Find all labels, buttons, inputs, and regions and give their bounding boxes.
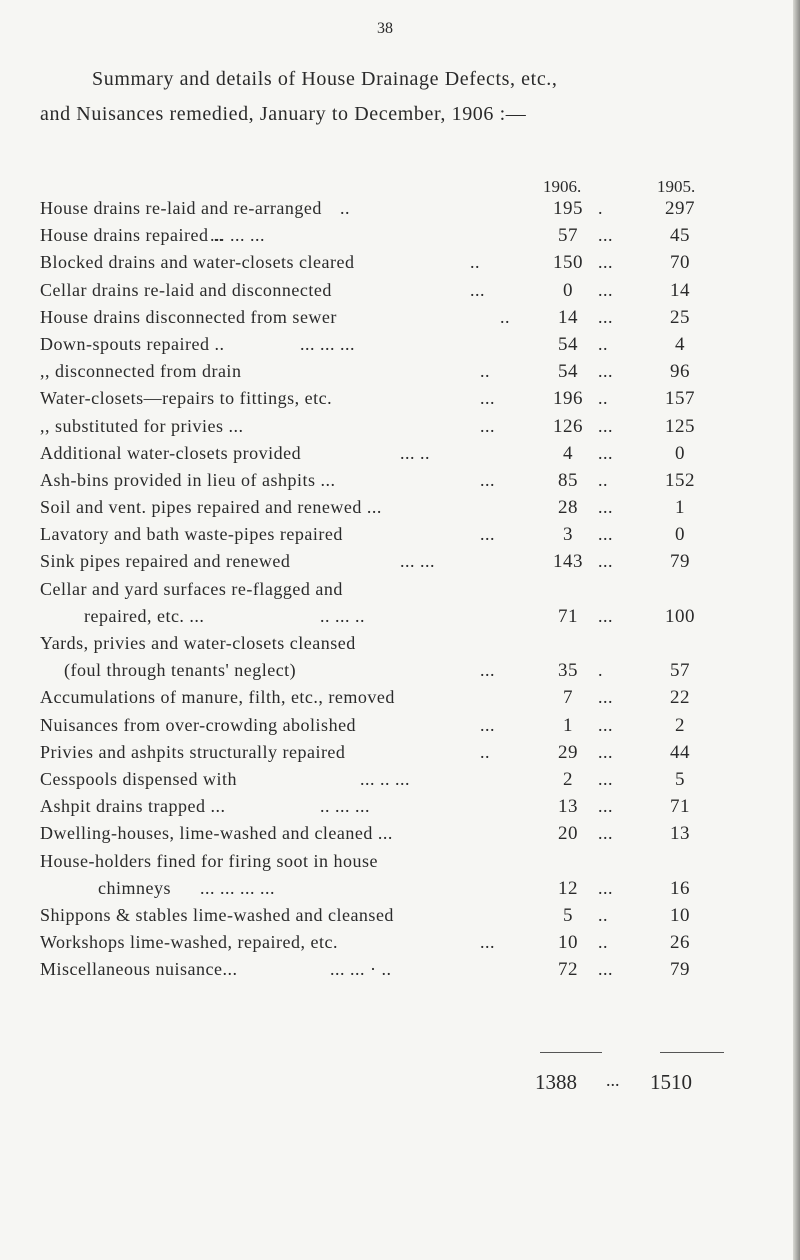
row-label: Cesspools dispensed with — [40, 768, 238, 789]
value-1905: 44 — [670, 741, 690, 763]
mid-leader-dots: ... — [598, 714, 613, 735]
row-leader-dots: .. — [480, 361, 490, 382]
table-row — [0, 687, 800, 714]
mid-leader-dots: ... — [598, 497, 613, 518]
row-leader-dots: ... — [480, 660, 495, 681]
table-row — [0, 225, 800, 252]
row-label: Shippons & stables lime-washed and cleansed — [40, 904, 394, 925]
mid-leader-dots: ... — [598, 442, 613, 463]
total-leader: ... — [606, 1070, 620, 1090]
table-row — [0, 198, 800, 225]
table-row — [0, 334, 800, 361]
row-label: Nuisances from over-crowding abolished — [40, 714, 357, 735]
row-label: Lavatory and bath waste-pipes repaired — [40, 524, 343, 545]
table-row — [0, 579, 800, 606]
table-row — [0, 660, 800, 687]
mid-leader-dots: .. — [598, 469, 608, 490]
total-rule-1905 — [660, 1052, 724, 1053]
row-leader-dots: .. — [470, 252, 480, 273]
row-label: Privies and ashpits structurally repaired — [40, 741, 346, 762]
row-label: Soil and vent. pipes repaired and renewed ... — [40, 497, 382, 518]
mid-leader-dots: ... — [598, 551, 613, 572]
table-row — [0, 742, 800, 769]
mid-leader-dots: ... — [598, 361, 613, 382]
value-1906: 3 — [563, 524, 573, 546]
value-1905: 0 — [675, 524, 685, 546]
table-row — [0, 796, 800, 823]
row-label: Sink pipes repaired and renewed — [40, 551, 291, 572]
value-1905: 79 — [670, 959, 690, 981]
table-subtitle: and Nuisances remedied, January to December, 1906 :— — [40, 103, 527, 125]
value-1906: 28 — [558, 497, 578, 519]
mid-leader-dots: .. — [598, 388, 608, 409]
row-leader-dots: ... — [480, 524, 495, 545]
value-1906: 196 — [553, 388, 583, 410]
row-leader-dots: ... ... — [400, 551, 435, 572]
row-leader-dots: ... .. ... — [360, 768, 410, 789]
row-leader-dots: ... ... ... — [210, 225, 265, 246]
row-label: Workshops lime-washed, repaired, etc. — [40, 932, 338, 953]
mid-leader-dots: ... — [598, 796, 613, 817]
value-1906: 72 — [558, 959, 578, 981]
value-1906: 0 — [563, 279, 573, 301]
row-label: Yards, privies and water-closets cleansed — [40, 633, 356, 653]
mid-leader-dots: ... — [598, 687, 613, 708]
value-1905: 4 — [675, 333, 685, 355]
row-leader-dots: ... — [470, 279, 485, 300]
total-1906: 1388 — [535, 1070, 577, 1094]
value-1906: 54 — [558, 333, 578, 355]
mid-leader-dots: ... — [598, 877, 613, 898]
value-1906: 14 — [558, 306, 578, 328]
value-1905: 10 — [670, 904, 690, 926]
mid-leader-dots: ... — [598, 524, 613, 545]
value-1906: 4 — [563, 442, 573, 464]
row-label: Accumulations of manure, filth, etc., removed — [40, 687, 395, 708]
value-1905: 297 — [665, 198, 695, 219]
row-label: House drains re-laid and re-arranged — [40, 198, 322, 218]
table-row — [0, 443, 800, 470]
mid-leader-dots: .. — [598, 904, 608, 925]
row-label: Miscellaneous nuisance... — [40, 959, 238, 980]
mid-leader-dots: ... — [598, 605, 613, 626]
mid-leader-dots: ... — [598, 279, 613, 300]
row-label: House-holders fined for firing soot in house — [40, 850, 378, 871]
mid-leader-dots: ... — [598, 225, 613, 246]
row-label: (foul through tenants' neglect) — [64, 660, 297, 681]
table-row — [0, 416, 800, 443]
value-1906: 195 — [553, 198, 583, 219]
value-1906: 10 — [558, 932, 578, 954]
mid-leader-dots: ... — [598, 959, 613, 980]
row-label: Down-spouts repaired .. — [40, 333, 225, 354]
value-1905: 0 — [675, 442, 685, 464]
value-1906: 13 — [558, 796, 578, 818]
value-1906: 54 — [558, 361, 578, 383]
total-1905: 1510 — [650, 1070, 692, 1094]
row-label: Water-closets—repairs to fittings, etc. — [40, 388, 333, 409]
value-1905: 57 — [670, 660, 690, 682]
table-row — [0, 959, 800, 986]
mid-leader-dots: . — [598, 198, 603, 218]
row-leader-dots: .. ... ... — [320, 796, 370, 817]
row-label: chimneys — [98, 877, 171, 898]
value-1906: 5 — [563, 904, 573, 926]
table-row — [0, 606, 800, 633]
table-row — [0, 878, 800, 905]
defects-table — [0, 198, 800, 986]
mid-leader-dots: ... — [598, 306, 613, 327]
value-1905: 22 — [670, 687, 690, 709]
row-label: Additional water-closets provided — [40, 442, 302, 463]
value-1906: 57 — [558, 225, 578, 247]
mid-leader-dots: ... — [598, 823, 613, 844]
value-1906: 20 — [558, 823, 578, 845]
value-1906: 35 — [558, 660, 578, 682]
value-1905: 100 — [665, 605, 695, 627]
value-1905: 25 — [670, 306, 690, 328]
mid-leader-dots: . — [598, 660, 603, 681]
row-label: Ash-bins provided in lieu of ashpits ... — [40, 469, 336, 490]
row-leader-dots: ... — [480, 388, 495, 409]
value-1905: 96 — [670, 361, 690, 383]
table-row — [0, 769, 800, 796]
row-label: Blocked drains and water-closets cleared — [40, 252, 355, 273]
page-number: 38 — [377, 20, 393, 37]
row-label: Ashpit drains trapped ... — [40, 796, 226, 817]
row-leader-dots: ... .. — [400, 442, 430, 463]
value-1905: 13 — [670, 823, 690, 845]
row-leader-dots: ... — [480, 714, 495, 735]
value-1906: 7 — [563, 687, 573, 709]
row-label: Dwelling-houses, lime-washed and cleaned ... — [40, 823, 393, 844]
row-label: House drains disconnected from sewer — [40, 306, 337, 327]
value-1905: 125 — [665, 415, 695, 437]
row-leader-dots: .. ... .. — [320, 605, 365, 626]
value-1905: 26 — [670, 932, 690, 954]
row-leader-dots: ... ... ... ... — [200, 877, 275, 898]
total-rule-1906 — [540, 1052, 602, 1053]
value-1905: 157 — [665, 388, 695, 410]
value-1905: 1 — [675, 497, 685, 519]
table-row — [0, 307, 800, 334]
value-1906: 150 — [553, 252, 583, 274]
row-leader-dots: ... ... ... — [300, 333, 355, 354]
table-row — [0, 932, 800, 959]
mid-leader-dots: ... — [598, 768, 613, 789]
table-row — [0, 280, 800, 307]
table-row — [0, 551, 800, 578]
value-1906: 143 — [553, 551, 583, 573]
mid-leader-dots: .. — [598, 932, 608, 953]
row-leader-dots: .. — [340, 198, 350, 218]
table-row — [0, 497, 800, 524]
row-leader-dots: .. — [480, 741, 490, 762]
value-1906: 126 — [553, 415, 583, 437]
value-1905: 16 — [670, 877, 690, 899]
row-leader-dots: .. — [500, 306, 510, 327]
mid-leader-dots: .. — [598, 333, 608, 354]
value-1905: 2 — [675, 714, 685, 736]
value-1905: 45 — [670, 225, 690, 247]
table-row — [0, 823, 800, 850]
row-leader-dots: ... — [480, 932, 495, 953]
value-1905: 5 — [675, 768, 685, 790]
table-row — [0, 252, 800, 279]
row-label: Cellar and yard surfaces re-flagged and — [40, 578, 343, 599]
row-label: Cellar drains re-laid and disconnected — [40, 279, 332, 300]
table-row — [0, 851, 800, 878]
value-1905: 152 — [665, 469, 695, 491]
row-label: ,, disconnected from drain — [40, 361, 242, 382]
row-label: House drains repaired .. — [40, 225, 224, 246]
value-1906: 29 — [558, 741, 578, 763]
table-row — [0, 715, 800, 742]
mid-leader-dots: ... — [598, 252, 613, 273]
page-edge — [793, 0, 800, 1260]
row-leader-dots: ... — [480, 415, 495, 436]
table-row — [0, 388, 800, 415]
value-1905: 70 — [670, 252, 690, 274]
table-row — [0, 361, 800, 388]
row-label: ,, substituted for privies ... — [40, 415, 244, 436]
value-1906: 71 — [558, 605, 578, 627]
year-header-1906: 1906. — [543, 177, 582, 196]
table-row — [0, 524, 800, 551]
value-1905: 79 — [670, 551, 690, 573]
table-title: Summary and details of House Drainage Defects, etc., — [92, 68, 558, 90]
row-label: repaired, etc. ... — [84, 605, 205, 626]
row-leader-dots: ... — [480, 469, 495, 490]
mid-leader-dots: ... — [598, 415, 613, 436]
table-row — [0, 633, 800, 660]
value-1906: 12 — [558, 877, 578, 899]
year-header-1905: 1905. — [657, 177, 696, 196]
table-row — [0, 905, 800, 932]
value-1906: 1 — [563, 714, 573, 736]
table-row — [0, 470, 800, 497]
mid-leader-dots: ... — [598, 741, 613, 762]
value-1905: 71 — [670, 796, 690, 818]
value-1905: 14 — [670, 279, 690, 301]
row-leader-dots: ... ... · .. — [330, 959, 392, 980]
value-1906: 85 — [558, 469, 578, 491]
value-1906: 2 — [563, 768, 573, 790]
